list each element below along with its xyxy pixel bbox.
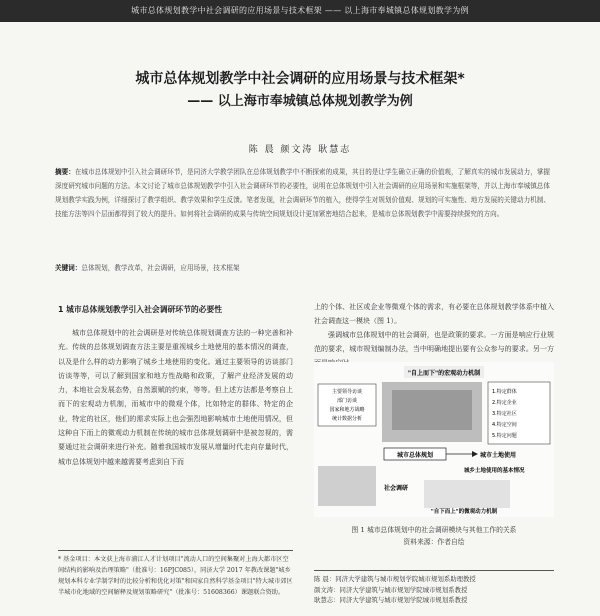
keywords-text: 总体规划，教学改革，社会调研，应用场景，技术框架 (81, 264, 240, 272)
figure-caption (314, 524, 554, 548)
bottom-photo (318, 466, 376, 506)
author-info (314, 574, 564, 606)
side-item: 2.特定企业 (492, 400, 517, 406)
caption-text: 图 1 城市总体规划中的社会调研模块与其他工作的关系 (351, 526, 517, 534)
footnote-divider (58, 550, 293, 551)
bottom-photo-2 (424, 480, 510, 508)
side-item: 5.特定问题 (492, 433, 517, 439)
right-column (314, 300, 554, 370)
abstract-text: 在城市总体规划中引入社会调研环节，是同济大学教学团队在总体规划教学中不断探索的成果，其目的是让学生确立正确的价值观，了解真实的城市发展动力，掌握深度研究城市问题的方法。本文讨论了城市总体规划教学中引入社会调研环节的必要性，说明在总体规划中引入社会调研的应用场景和实施框架等，并以上海市奉城镇总体规划教学实践为例，详细探讨了教学组织、教学效果和学生反馈。笔者发现，社会调研环节的植入，使得学生对规划价值观、规划的可实施性、地方发展的关键动力机制、技能方法等四个层面都得到了较大的提升。如何将社会调研的成果与传统空间规划设计更加紧密地结合起来，是城市总体规划教学中需要持续探究的方向。 (55, 168, 551, 218)
caption-source: 资料来源：作者自绘 (403, 538, 465, 546)
article-subtitle: —— 以上海市奉城镇总体规划教学为例 (187, 94, 413, 109)
author-line: 陈 晨：同济大学建筑与城市规划学院城市规划系助理教授 (314, 575, 476, 583)
keywords-label: 关键词： (55, 264, 82, 272)
bottom-label: "自下而上"的微观动力机制 (430, 509, 498, 515)
left-item: 部门访谈 (336, 398, 358, 404)
figure-diagram (314, 362, 554, 517)
left-item: 主要领导访谈 (331, 389, 363, 395)
left-item: 统计数据分析 (331, 416, 363, 422)
author-info-divider (314, 570, 554, 571)
side-item: 4.特定空间 (492, 422, 517, 428)
paragraph: 强调城市总体规划中的社会调研，也是政策的要求。一方面是响应行业规范的要求，城市规划编制办法，当中明确地提出要有公众参与的要求。另一方 (314, 331, 554, 353)
figure-1 (314, 362, 554, 517)
center-label: 城市总体规划 (396, 452, 434, 459)
right-top-label: 城市土地使用 (480, 452, 517, 459)
top-label: "自上而下"的宏观动力机制 (407, 370, 481, 377)
abstract (55, 165, 550, 221)
running-header: 城市总体规划教学中社会调研的应用场景与技术框架 —— 以上海市奉城镇总体规划教学为例 (0, 0, 600, 22)
author-line: 颜文涛：同济大学建筑与城市规划学院城市规划系教授 (314, 585, 468, 594)
abstract-label: 摘要： (55, 168, 75, 176)
footnote: * 基金项目：本文获上海市浦江人才计划项目"流动人口的空间集聚对上海大都市区空间结构的影响及治理策略"（批准号：16PJC085），同济大学 2017 年教改课题"城乡规划本科专业学制学时的比较分析和优化对策"和国家自然科学基金项目"特大城市郊区半城市化地域的空间解释及规划策略研究"（批准号：51608366）课题联合资助。 (58, 556, 293, 596)
side-item: 1.特定群体 (492, 389, 517, 395)
right-bottom-label: 城乡土地使用的基本情况 (464, 468, 525, 474)
paragraph: 城市总体规划中的社会调研是对传统总体规划调查方法的一种完善和补充。传统的总体规划调查方法主要是重视城乡土地使用的基本情况的调查，以及是什么样的动力影响了城乡土地使用的变化。通过主要领导的访谈部门访谈等等，可以了解到国家和地方性战略和政策，了解产业经济发展的动力，本地社会发展态势，自然禀赋的约束，等等。但上述方法都是考察自上而下的宏观动力机制，而城市中的微观个体，比如特定的群体、特定的企业，特定的社区，他们的需求实际上也会强烈地影响城市土地使用情况，但这种自下而上的微观动力机制在传统的城市总体规划调研中是被忽视的，需要通过社会调研来进行补充。随着我国城市发展从增量时代走向存量时代，城市总体规划中越来越需要考虑到自下而 (58, 329, 293, 466)
section-heading: 1 城市总体规划教学引入社会调研环节的必要性 (58, 305, 223, 314)
keywords (55, 262, 550, 272)
bottom-left-label: 社会调研 (384, 485, 409, 492)
side-item: 3.特定社区 (492, 411, 517, 417)
left-column (58, 326, 293, 469)
article-authors: 陈 晨 颜文涛 耿慧志 (248, 145, 352, 155)
figure-photo-inner (392, 390, 472, 430)
author-line: 耿慧志：同济大学建筑与城市规划学院城市规划系教授 (314, 596, 468, 604)
paragraph: 上的个体、社区或企业等微观个体的需求，有必要在总体规划教学体系中植入社会调查这一模块（图 1）。 (314, 303, 554, 325)
article-title: 城市总体规划教学中社会调研的应用场景与技术框架* (135, 71, 465, 87)
left-item: 国家和地方战略 (329, 407, 365, 413)
